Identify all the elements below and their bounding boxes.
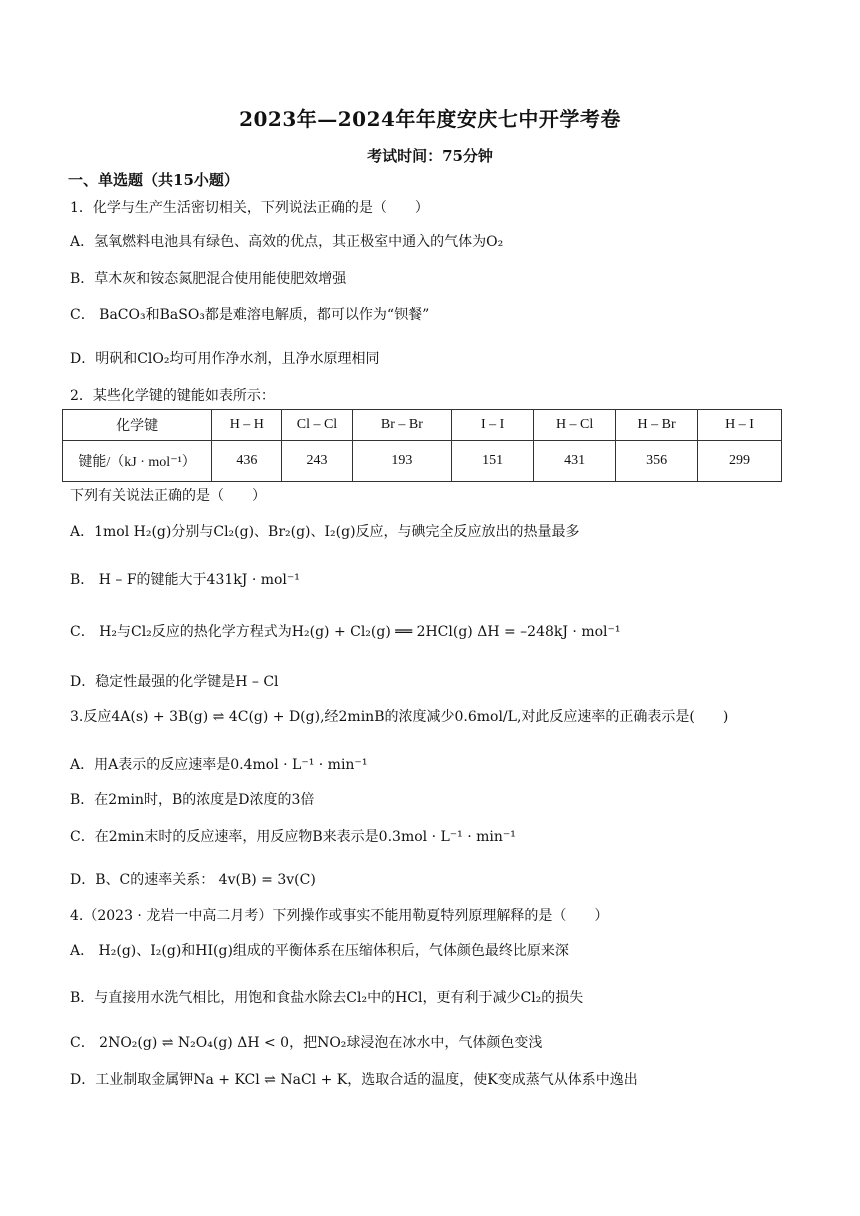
question-1-stem: 1．化学与生产生活密切相关，下列说法正确的是（ ）	[70, 200, 429, 216]
table-header-cell: H – I	[698, 410, 782, 441]
question-3-option-b: B．在2min时，B的浓度是D浓度的3倍	[70, 792, 315, 808]
table-header-cell: Cl – Cl	[282, 410, 352, 441]
table-cell: 243	[282, 441, 352, 482]
question-4-stem: 4.（2023 · 龙岩一中高二月考）下列操作或事实不能用勒夏特列原理解释的是（ ）	[70, 908, 609, 924]
question-3-stem: 3.反应4A(s) + 3B(g) ⇌ 4C(g) + D(g),经2minB的浓度减少0.6mol/L,对此反应速率的正确表示是( )	[70, 709, 729, 725]
question-3-option-a: A．用A表示的反应速率是0.4mol · L⁻¹ · min⁻¹	[70, 757, 368, 773]
question-4-option-b: B．与直接用水洗气相比，用饱和食盐水除去Cl₂中的HCl，更有利于减少Cl₂的损失	[70, 990, 584, 1006]
table-header-cell: H – Br	[616, 410, 698, 441]
question-1-option-a: A．氢氧燃料电池具有绿色、高效的优点，其正极室中通入的气体为O₂	[70, 234, 504, 250]
table-header-cell: I – I	[452, 410, 534, 441]
exam-title: 2023年—2024年年度安庆七中开学考卷	[239, 107, 621, 131]
table-header-cell: H – Cl	[534, 410, 616, 441]
question-2-option-a: A．1mol H₂(g)分别与Cl₂(g)、Br₂(g)、I₂(g)反应，与碘完全反应放出的热量最多	[70, 524, 580, 540]
question-2-option-b: B． H – F的键能大于431kJ · mol⁻¹	[70, 572, 300, 588]
question-4-option-c: C． 2NO₂(g) ⇌ N₂O₄(g) ΔH < 0，把NO₂球浸泡在冰水中，气体颜色变浅	[70, 1035, 543, 1051]
table-cell: 299	[698, 441, 782, 482]
question-3-option-d: D．B、C的速率关系： 4v(B) = 3v(C)	[70, 872, 316, 888]
question-2-prompt: 下列有关说法正确的是（ ）	[70, 488, 266, 504]
bond-energy-table	[62, 409, 782, 482]
table-header-cell: H – H	[212, 410, 282, 441]
table-cell: 151	[452, 441, 534, 482]
question-4-option-a: A． H₂(g)、I₂(g)和HI(g)组成的平衡体系在压缩体积后，气体颜色最终比原来深	[70, 943, 569, 959]
table-header-cell: Br – Br	[352, 410, 452, 441]
question-2-stem: 2．某些化学键的键能如表所示：	[70, 388, 275, 404]
table-header-cell: 化学键	[63, 410, 212, 441]
table-cell: 356	[616, 441, 698, 482]
table-cell: 193	[352, 441, 452, 482]
section-heading: 一、单选题（共15小题）	[68, 171, 239, 189]
question-2-option-c: C． H₂与Cl₂反应的热化学方程式为H₂(g) + Cl₂(g) ══ 2HCl(g) ΔH = –248kJ · mol⁻¹	[70, 624, 621, 640]
exam-time: 考试时间：75分钟	[367, 147, 493, 165]
question-1-option-c: C． BaCO₃和BaSO₃都是难溶电解质，都可以作为“钡餐”	[70, 307, 430, 323]
question-2-option-d: D．稳定性最强的化学键是H – Cl	[70, 674, 279, 690]
question-4-option-d: D．工业制取金属钾Na + KCl ⇌ NaCl + K，选取合适的温度，使K变成蒸气从体系中逸出	[70, 1072, 638, 1088]
table-cell: 436	[212, 441, 282, 482]
question-1-option-b: B．草木灰和铵态氮肥混合使用能使肥效增强	[70, 271, 347, 287]
table-row-label: 键能/（kJ · mol⁻¹）	[63, 441, 212, 482]
question-3-option-c: C．在2min末时的反应速率，用反应物B来表示是0.3mol · L⁻¹ · min⁻¹	[70, 829, 516, 845]
table-cell: 431	[534, 441, 616, 482]
question-1-option-d: D．明矾和ClO₂均可用作净水剂，且净水原理相同	[70, 351, 380, 367]
